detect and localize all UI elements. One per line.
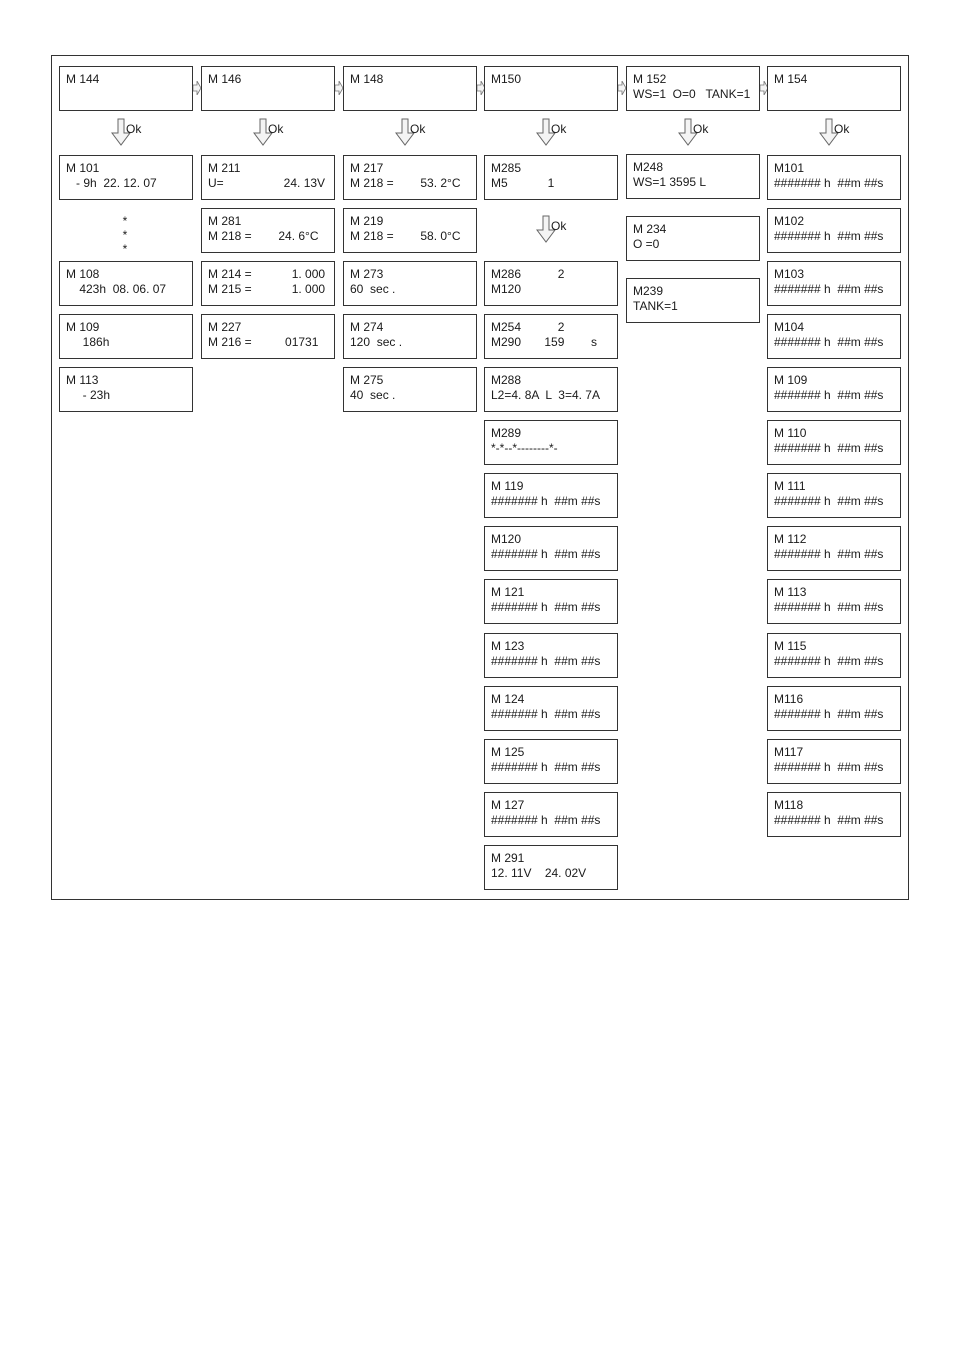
screen-line-1: M117 bbox=[774, 745, 804, 759]
screen-line-2: - 23h bbox=[66, 388, 111, 402]
menu-item-box bbox=[767, 579, 901, 624]
menu-item-box bbox=[59, 314, 193, 359]
menu-item-box bbox=[484, 579, 618, 624]
menu-item-box bbox=[484, 367, 618, 412]
menu-item-box bbox=[201, 208, 335, 253]
menu-item-box bbox=[767, 739, 901, 784]
screen-line-1: M 111 bbox=[774, 479, 806, 493]
screen-line-2: ####### h ##m ##s bbox=[491, 707, 601, 721]
menu-item-box bbox=[767, 792, 901, 837]
screen-line-1: M 127 bbox=[491, 798, 525, 812]
screen-line-1: M 146 bbox=[208, 72, 242, 86]
screen-line-2 bbox=[66, 87, 186, 102]
ok-arrow bbox=[394, 118, 434, 146]
screen-line-2: M 216 = 01731 bbox=[208, 335, 319, 349]
screen-line-1: M289 bbox=[491, 426, 522, 440]
screen-line-2 bbox=[350, 87, 470, 102]
screen-line-2: 12. 11V 24. 02V bbox=[491, 866, 587, 880]
menu-item-box bbox=[767, 155, 901, 200]
screen-line-2: U= 24. 13V bbox=[208, 176, 326, 190]
screen-line-1: M248 bbox=[633, 160, 664, 174]
menu-header-box bbox=[201, 66, 335, 111]
screen-line-2: M 215 = 1. 000 bbox=[208, 282, 326, 296]
screen-line-2: ####### h ##m ##s bbox=[491, 494, 601, 508]
screen-line-2: ####### h ##m ##s bbox=[774, 760, 884, 774]
menu-item-box bbox=[59, 155, 193, 200]
ok-label: Ok bbox=[834, 122, 850, 136]
screen-line-2: M120 bbox=[491, 282, 522, 296]
menu-item-box bbox=[343, 261, 477, 306]
menu-item-box bbox=[626, 216, 760, 261]
ellipsis-star: * bbox=[122, 242, 128, 256]
screen-line-2: O =0 bbox=[633, 237, 660, 251]
screen-line-2: ####### h ##m ##s bbox=[774, 229, 884, 243]
ellipsis-star: * bbox=[122, 214, 128, 228]
ok-label: Ok bbox=[551, 122, 567, 136]
menu-item-box bbox=[59, 367, 193, 412]
screen-line-1: M 154 bbox=[774, 72, 808, 86]
screen-line-2: ####### h ##m ##s bbox=[774, 600, 884, 614]
screen-line-2: M290 159 s bbox=[491, 335, 598, 349]
menu-item-box bbox=[767, 686, 901, 731]
screen-line-1: M150 bbox=[491, 72, 522, 86]
ok-arrow bbox=[677, 118, 717, 146]
screen-line-2: *-*--*--------*- bbox=[491, 441, 558, 455]
screen-line-1: M 281 bbox=[208, 214, 242, 228]
screen-line-2: ####### h ##m ##s bbox=[491, 760, 601, 774]
screen-line-2: ####### h ##m ##s bbox=[774, 654, 884, 668]
menu-item-box bbox=[201, 261, 335, 306]
screen-line-1: M 113 bbox=[774, 585, 807, 599]
screen-line-2: 120 sec . bbox=[350, 335, 403, 349]
screen-line-1: M254 2 bbox=[491, 320, 565, 334]
screen-line-2 bbox=[491, 87, 611, 102]
screen-line-2: M 218 = 53. 2°C bbox=[350, 176, 461, 190]
ok-arrow bbox=[818, 118, 858, 146]
screen-line-1: M 119 bbox=[491, 479, 524, 493]
screen-line-1: M104 bbox=[774, 320, 805, 334]
screen-line-2: ####### h ##m ##s bbox=[491, 654, 601, 668]
screen-line-1: M 108 bbox=[66, 267, 100, 281]
screen-line-1: M 211 bbox=[208, 161, 241, 175]
screen-line-2: 60 sec . bbox=[350, 282, 396, 296]
ok-label: Ok bbox=[268, 122, 284, 136]
screen-line-1: M 144 bbox=[66, 72, 100, 86]
screen-line-2: M 218 = 58. 0°C bbox=[350, 229, 461, 243]
screen-line-2 bbox=[208, 87, 328, 102]
screen-line-1: M 219 bbox=[350, 214, 384, 228]
screen-line-2: ####### h ##m ##s bbox=[774, 494, 884, 508]
menu-item-box bbox=[484, 739, 618, 784]
screen-line-2: M 218 = 24. 6°C bbox=[208, 229, 319, 243]
screen-line-2: ####### h ##m ##s bbox=[774, 335, 884, 349]
menu-item-box bbox=[626, 154, 760, 199]
screen-line-1: M101 bbox=[774, 161, 805, 175]
menu-header-box bbox=[767, 66, 901, 111]
screen-line-2: WS=1 O=0 TANK=1 bbox=[633, 87, 751, 101]
screen-line-2: ####### h ##m ##s bbox=[774, 813, 884, 827]
menu-item-box bbox=[343, 367, 477, 412]
screen-line-1: M103 bbox=[774, 267, 805, 281]
menu-item-box bbox=[484, 526, 618, 571]
screen-line-1: M 125 bbox=[491, 745, 525, 759]
screen-line-2: - 9h 22. 12. 07 bbox=[66, 176, 157, 190]
screen-line-1: M 112 bbox=[774, 532, 807, 546]
screen-line-2 bbox=[774, 87, 894, 102]
screen-line-1: M 121 bbox=[491, 585, 525, 599]
screen-line-1: M 291 bbox=[491, 851, 525, 865]
screen-line-2: ####### h ##m ##s bbox=[491, 600, 601, 614]
menu-item-box bbox=[484, 686, 618, 731]
menu-item-box bbox=[767, 208, 901, 253]
screen-line-1: M 113 bbox=[66, 373, 99, 387]
ok-arrow bbox=[535, 118, 575, 146]
screen-line-1: M 115 bbox=[774, 639, 807, 653]
screen-line-2: M5 1 bbox=[491, 176, 555, 190]
menu-item-box bbox=[201, 314, 335, 359]
screen-line-1: M 274 bbox=[350, 320, 384, 334]
menu-item-box bbox=[767, 473, 901, 518]
menu-item-box bbox=[484, 845, 618, 890]
screen-line-2: WS=1 3595 L bbox=[633, 175, 707, 189]
screen-line-1: M 234 bbox=[633, 222, 667, 236]
menu-item-box bbox=[343, 208, 477, 253]
ok-arrow bbox=[110, 118, 150, 146]
menu-item-box bbox=[767, 314, 901, 359]
menu-item-box bbox=[201, 155, 335, 200]
screen-line-1: M 109 bbox=[66, 320, 100, 334]
screen-line-1: M116 bbox=[774, 692, 804, 706]
menu-item-box bbox=[484, 420, 618, 465]
screen-line-2: 423h 08. 06. 07 bbox=[66, 282, 167, 296]
menu-item-box bbox=[484, 261, 618, 306]
menu-item-box bbox=[484, 314, 618, 359]
ok-arrow bbox=[535, 215, 575, 243]
menu-item-box bbox=[767, 261, 901, 306]
menu-item-box bbox=[484, 792, 618, 837]
screen-line-2: ####### h ##m ##s bbox=[491, 813, 601, 827]
screen-line-2: L2=4. 8A L 3=4. 7A bbox=[491, 388, 600, 402]
screen-line-2: 40 sec . bbox=[350, 388, 396, 402]
screen-line-2: ####### h ##m ##s bbox=[774, 388, 884, 402]
screen-line-1: M102 bbox=[774, 214, 805, 228]
screen-line-1: M 148 bbox=[350, 72, 384, 86]
screen-line-1: M 152 bbox=[633, 72, 667, 86]
menu-item-box bbox=[59, 261, 193, 306]
ellipsis-star: * bbox=[122, 228, 128, 242]
screen-line-1: M 123 bbox=[491, 639, 525, 653]
menu-item-box bbox=[767, 633, 901, 678]
menu-item-box bbox=[767, 526, 901, 571]
screen-line-2: ####### h ##m ##s bbox=[774, 441, 884, 455]
menu-item-box bbox=[484, 155, 618, 200]
screen-line-1: M 101 bbox=[66, 161, 100, 175]
screen-line-1: M239 bbox=[633, 284, 664, 298]
screen-line-1: M 217 bbox=[350, 161, 384, 175]
screen-line-1: M 214 = 1. 000 bbox=[208, 267, 326, 281]
screen-line-2: ####### h ##m ##s bbox=[774, 547, 884, 561]
screen-line-2: ####### h ##m ##s bbox=[774, 176, 884, 190]
screen-line-1: M120 bbox=[491, 532, 522, 546]
screen-line-2: 186h bbox=[66, 335, 110, 349]
screen-line-1: M 110 bbox=[774, 426, 807, 440]
screen-line-1: M 227 bbox=[208, 320, 242, 334]
menu-item-box bbox=[626, 278, 760, 323]
ok-label: Ok bbox=[126, 122, 142, 136]
screen-line-1: M 109 bbox=[774, 373, 808, 387]
screen-line-2: ####### h ##m ##s bbox=[774, 282, 884, 296]
ok-label: Ok bbox=[410, 122, 426, 136]
menu-item-box bbox=[767, 367, 901, 412]
ok-label: Ok bbox=[693, 122, 709, 136]
menu-item-box bbox=[343, 314, 477, 359]
menu-header-box bbox=[626, 66, 760, 111]
ok-label: Ok bbox=[551, 219, 567, 233]
screen-line-1: M 273 bbox=[350, 267, 384, 281]
ok-arrow bbox=[252, 118, 292, 146]
screen-line-2: TANK=1 bbox=[633, 299, 678, 313]
screen-line-1: M288 bbox=[491, 373, 522, 387]
menu-header-box bbox=[343, 66, 477, 111]
menu-item-box bbox=[343, 155, 477, 200]
menu-item-box bbox=[484, 633, 618, 678]
menu-header-box bbox=[484, 66, 618, 111]
screen-line-1: M286 2 bbox=[491, 267, 565, 281]
screen-line-1: M 275 bbox=[350, 373, 384, 387]
screen-line-2: ####### h ##m ##s bbox=[491, 547, 601, 561]
screen-line-2: ####### h ##m ##s bbox=[774, 707, 884, 721]
menu-item-box bbox=[767, 420, 901, 465]
menu-item-box bbox=[484, 473, 618, 518]
screen-line-1: M 124 bbox=[491, 692, 525, 706]
menu-header-box bbox=[59, 66, 193, 111]
screen-line-1: M285 bbox=[491, 161, 522, 175]
screen-line-1: M118 bbox=[774, 798, 804, 812]
